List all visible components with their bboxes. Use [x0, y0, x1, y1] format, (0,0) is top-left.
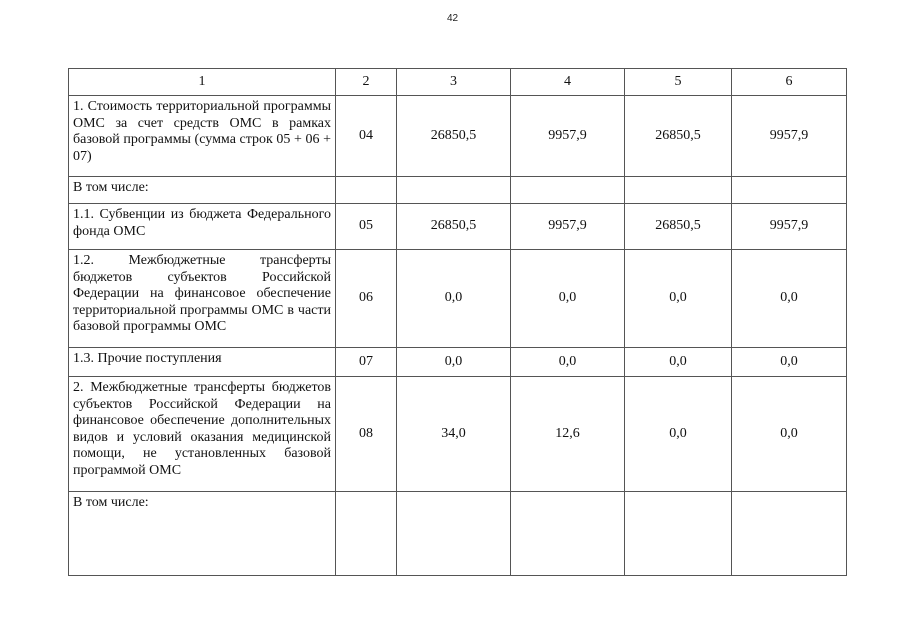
header-cell-5: 5 [625, 69, 732, 96]
financial-table [68, 68, 847, 576]
row-value-5: 0,0 [625, 250, 732, 348]
row-value-3: 26850,5 [397, 204, 511, 250]
row-code: 06 [336, 250, 397, 348]
row-code [336, 177, 397, 204]
table-row [69, 377, 847, 492]
row-value-3: 0,0 [397, 348, 511, 377]
row-code: 04 [336, 96, 397, 177]
row-value-6: 9957,9 [732, 204, 847, 250]
header-cell-3: 3 [397, 69, 511, 96]
row-value-4: 0,0 [511, 250, 625, 348]
table-row [69, 177, 847, 204]
row-value-4: 0,0 [511, 348, 625, 377]
row-code [336, 492, 397, 576]
row-value-6 [732, 492, 847, 576]
header-cell-4: 4 [511, 69, 625, 96]
row-value-5: 0,0 [625, 348, 732, 377]
header-row [69, 69, 847, 96]
table-row [69, 96, 847, 177]
row-value-6: 0,0 [732, 377, 847, 492]
row-value-6: 0,0 [732, 250, 847, 348]
row-value-3 [397, 492, 511, 576]
table-row [69, 348, 847, 377]
row-description: 1.3. Прочие поступления [69, 348, 336, 377]
page-number: 42 [446, 13, 459, 24]
row-value-6: 0,0 [732, 348, 847, 377]
row-code: 07 [336, 348, 397, 377]
row-value-3: 34,0 [397, 377, 511, 492]
header-cell-1: 1 [69, 69, 336, 96]
header-cell-2: 2 [336, 69, 397, 96]
header-cell-6: 6 [732, 69, 847, 96]
row-value-5 [625, 492, 732, 576]
row-value-6 [732, 177, 847, 204]
row-description: В том числе: [69, 492, 336, 576]
row-value-4: 9957,9 [511, 204, 625, 250]
row-description: 1.1. Субвенции из бюджета Федерального фонда ОМС [69, 204, 336, 250]
row-value-5: 26850,5 [625, 96, 732, 177]
row-code: 08 [336, 377, 397, 492]
row-value-3: 0,0 [397, 250, 511, 348]
row-value-4: 9957,9 [511, 96, 625, 177]
table-row [69, 250, 847, 348]
row-value-6: 9957,9 [732, 96, 847, 177]
table-row [69, 492, 847, 576]
row-value-4: 12,6 [511, 377, 625, 492]
row-value-3: 26850,5 [397, 96, 511, 177]
table-row [69, 204, 847, 250]
row-description: В том числе: [69, 177, 336, 204]
row-value-5: 26850,5 [625, 204, 732, 250]
row-description: 2. Межбюджетные трансферты бюджетов субъектов Российской Федерации на финансовое обеспечение дополнительных видов и условий оказания медицинской помощи, не установленных базовой программой ОМС [69, 377, 336, 492]
row-value-3 [397, 177, 511, 204]
row-value-4 [511, 177, 625, 204]
row-value-5: 0,0 [625, 377, 732, 492]
row-value-5 [625, 177, 732, 204]
row-description: 1. Стоимость территориальной программы ОМС за счет средств ОМС в рамках базовой программы (сумма строк 05 + 06 + 07) [69, 96, 336, 177]
row-code: 05 [336, 204, 397, 250]
row-description: 1.2. Межбюджетные трансферты бюджетов субъектов Российской Федерации на финансовое обеспечение территориальной программы ОМС в части базовой программы ОМС [69, 250, 336, 348]
row-value-4 [511, 492, 625, 576]
